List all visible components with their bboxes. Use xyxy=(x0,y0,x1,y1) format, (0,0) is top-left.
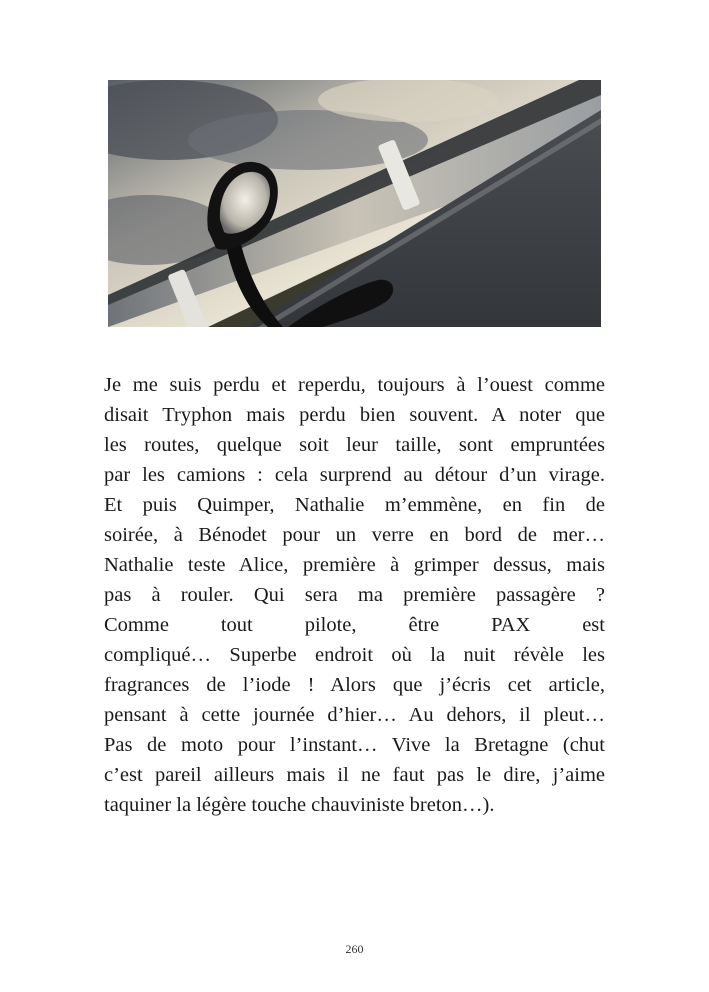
photo-motorcycle-seaside xyxy=(108,80,601,327)
text-line: disait Tryphon mais perdu bien souvent. A noter que xyxy=(104,404,605,426)
text-line: par les camions : cela surprend au détour d’un virage. xyxy=(104,464,605,486)
photo-image xyxy=(108,80,601,327)
text-line: les routes, quelque soit leur taille, sont empruntées xyxy=(104,434,605,456)
text-line: pensant à cette journée d’hier… Au dehors, il pleut… xyxy=(104,704,605,726)
text-line: Comme tout pilote, être PAX est xyxy=(104,614,605,636)
body-paragraph xyxy=(104,370,605,820)
text-line: taquiner la légère touche chauviniste breton…). xyxy=(104,794,495,816)
text-line: Nathalie teste Alice, première à grimper dessus, mais xyxy=(104,554,605,576)
page-number: 260 xyxy=(345,942,364,956)
text-line: Pas de moto pour l’instant… Vive la Bretagne (chut xyxy=(104,734,605,756)
text-line: compliqué… Superbe endroit où la nuit révèle les xyxy=(104,644,605,666)
text-line: soirée, à Bénodet pour un verre en bord de mer… xyxy=(104,524,605,546)
text-line: pas à rouler. Qui sera ma première passagère ? xyxy=(104,584,605,606)
text-line: Je me suis perdu et reperdu, toujours à l’ouest comme xyxy=(104,374,605,396)
text-line: c’est pareil ailleurs mais il ne faut pas le dire, j’aime xyxy=(104,764,605,786)
text-line: fragrances de l’iode ! Alors que j’écris cet article, xyxy=(104,674,605,696)
text-line: Et puis Quimper, Nathalie m’emmène, en fin de xyxy=(104,494,605,516)
